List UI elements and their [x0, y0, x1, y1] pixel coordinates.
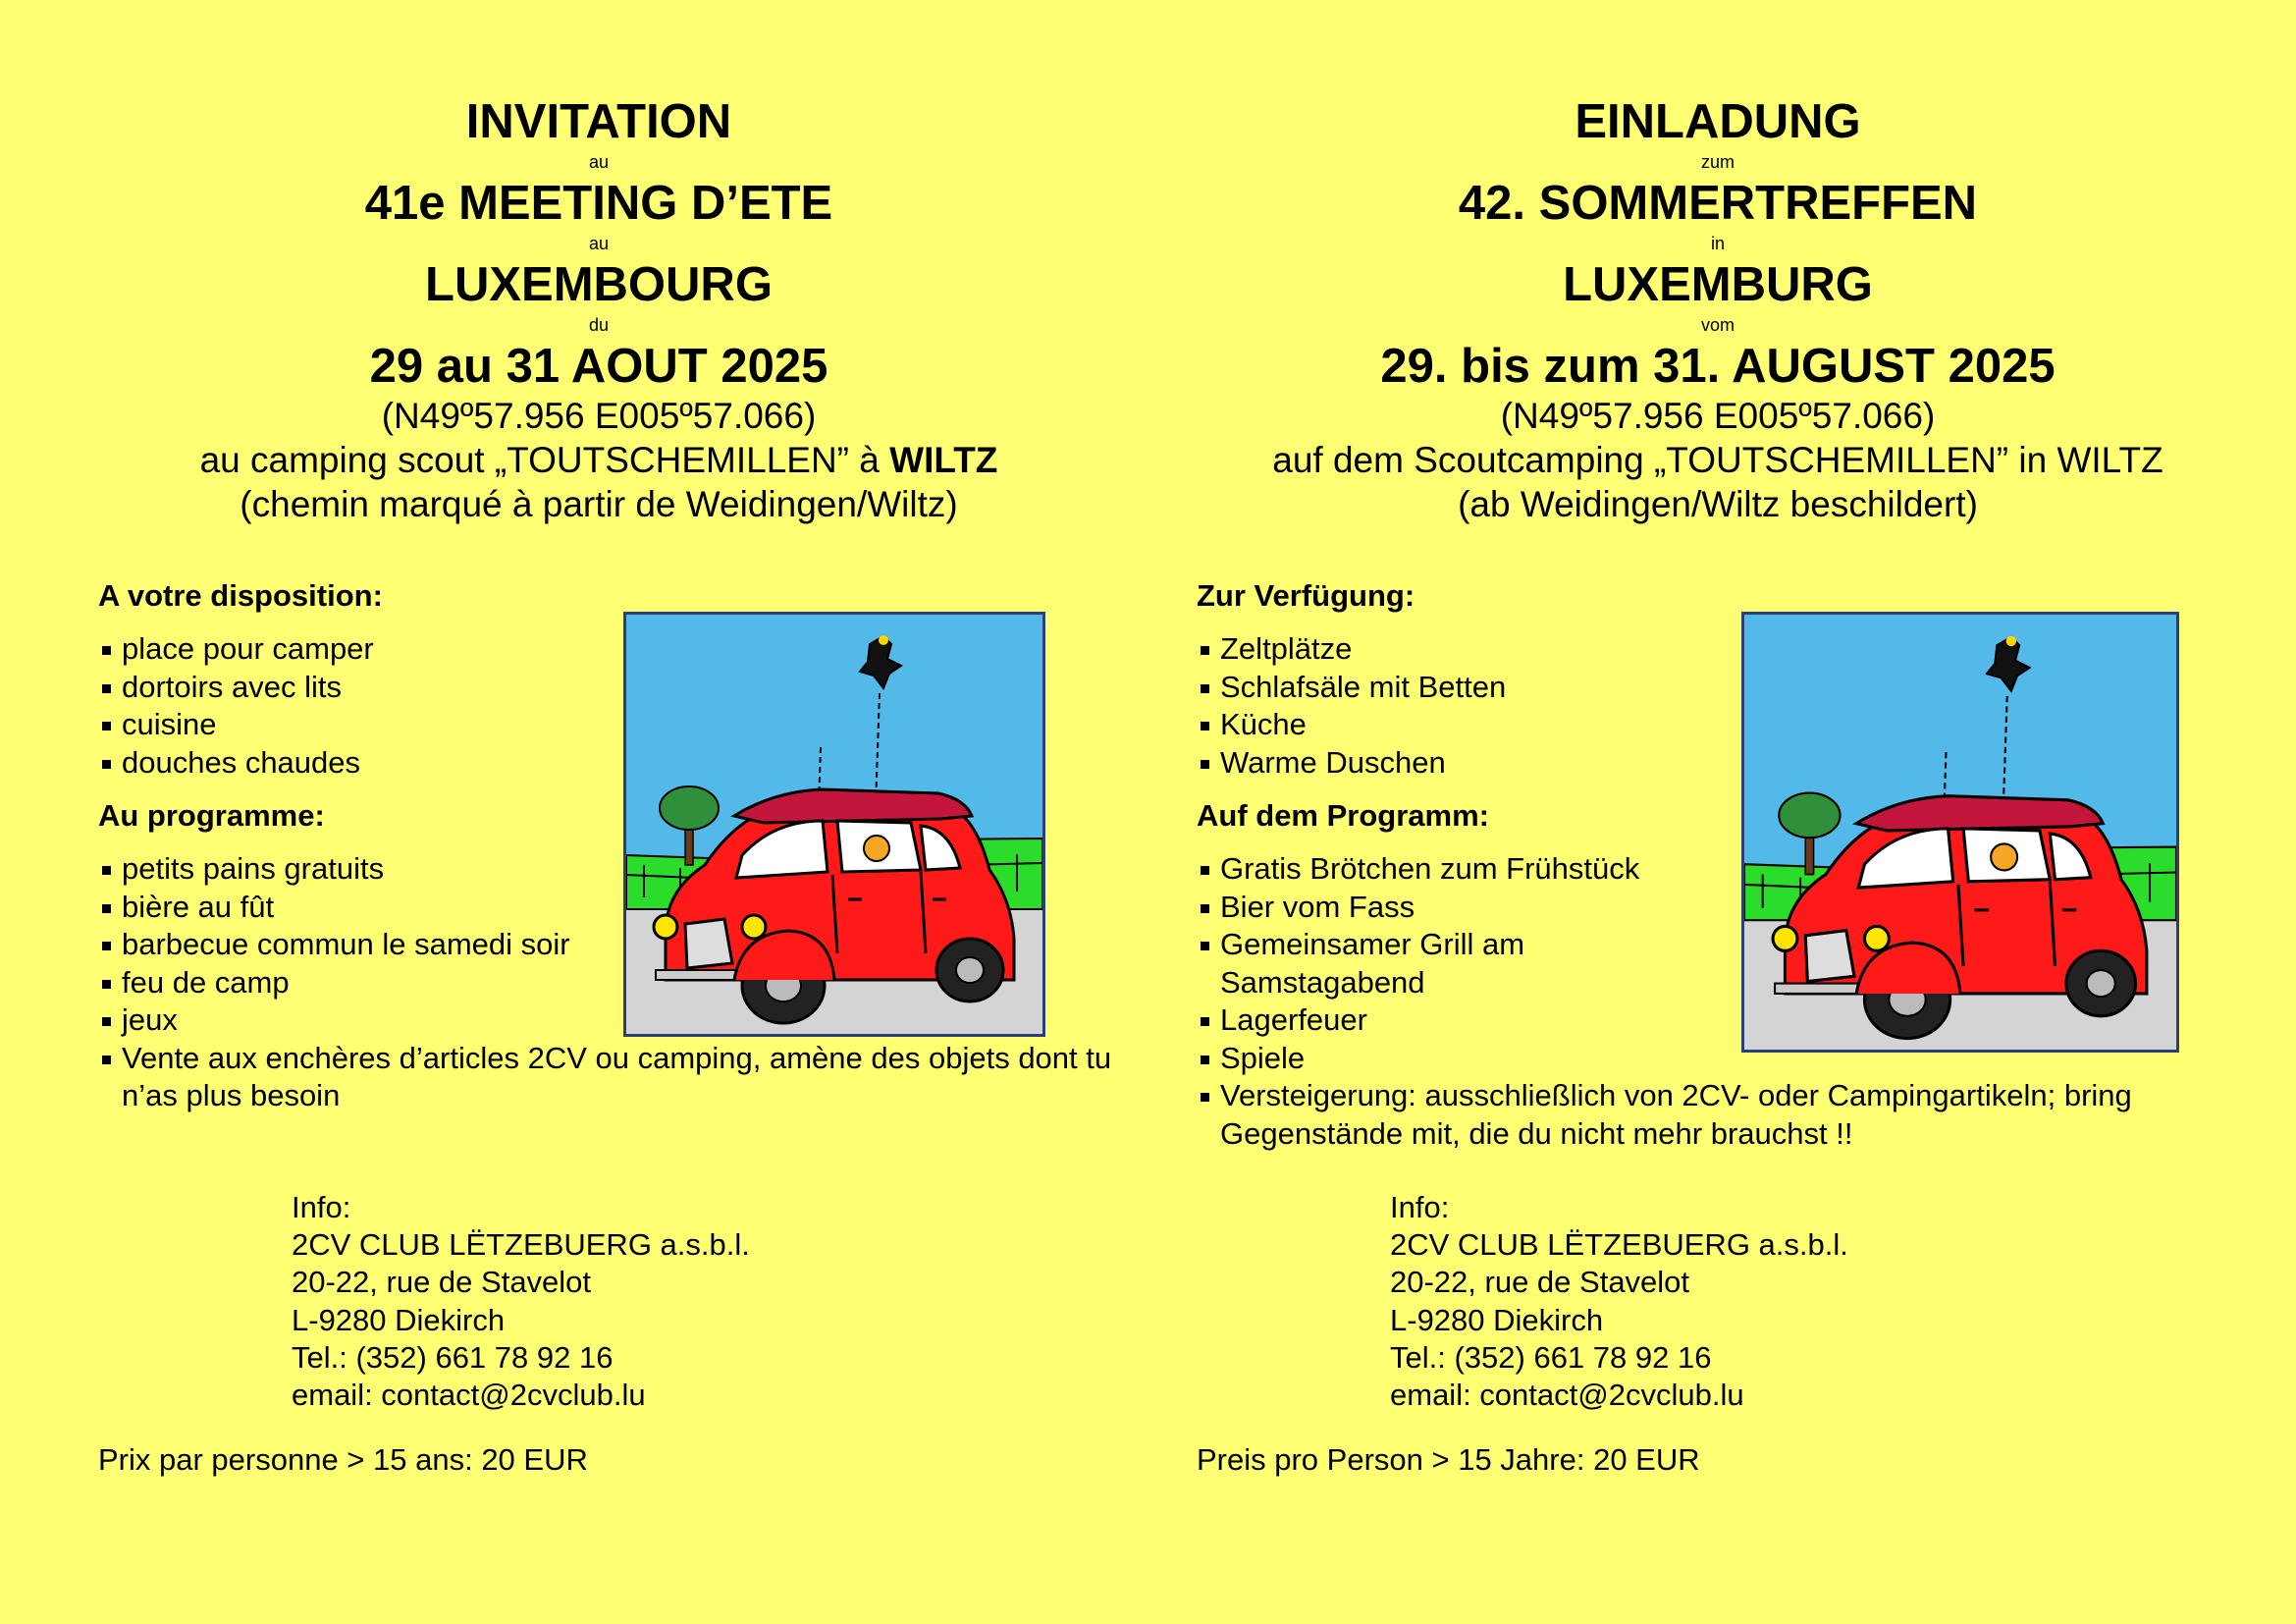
- club-name: 2CV CLUB LËTZEBUERG a.s.b.l.: [292, 1227, 750, 1263]
- venue-line: [79, 438, 1119, 482]
- invitation-title: EINLADUNG: [1575, 95, 1861, 148]
- list-item: Spiele: [1197, 1040, 1750, 1078]
- connector-word: vom: [1700, 315, 1735, 335]
- french-header: [79, 94, 1119, 526]
- street-address: 20-22, rue de Stavelot: [292, 1265, 592, 1300]
- facilities-title: Zur Verfügung:: [1197, 578, 1415, 613]
- event-name: 41e MEETING D’ETE: [364, 177, 833, 230]
- list-item: Zeltplätze: [1197, 630, 1707, 669]
- country-name: LUXEMBOURG: [425, 258, 773, 311]
- list-item: douches chaudes: [98, 744, 609, 783]
- club-name: 2CV CLUB LËTZEBUERG a.s.b.l.: [1390, 1227, 1848, 1263]
- event-name: 42. SOMMERTREFFEN: [1458, 177, 1978, 230]
- list-item: Vente aux enchères d’articles 2CV ou camping, amène des objets dont tu n’as plus besoin: [98, 1040, 1113, 1115]
- list-item: barbecue commun le samedi soir: [98, 926, 583, 964]
- email-address: email: contact@2cvclub.lu: [292, 1378, 646, 1413]
- phone-number: Tel.: (352) 661 78 92 16: [292, 1339, 614, 1375]
- route-note: (ab Weidingen/Wiltz beschildert): [1458, 484, 1978, 524]
- price-line: Prix par personne > 15 ans: 20 EUR: [98, 1442, 588, 1477]
- email-address: email: contact@2cvclub.lu: [1390, 1378, 1744, 1413]
- event-dates: 29 au 31 AOUT 2025: [369, 340, 828, 393]
- list-item: place pour camper: [98, 630, 609, 669]
- red-2cv-car-with-weathervane-icon: [1744, 615, 2176, 1050]
- connector-word: du: [588, 315, 610, 335]
- facilities-list: [98, 630, 609, 782]
- list-item: feu de camp: [98, 964, 583, 1002]
- facilities-list: [1197, 630, 1707, 782]
- connector-word: au: [588, 152, 610, 172]
- contact-info: [1390, 1189, 1848, 1414]
- connector-word: in: [1710, 234, 1725, 253]
- price-line: Preis pro Person > 15 Jahre: 20 EUR: [1197, 1442, 1700, 1477]
- info-label: Info:: [1390, 1190, 1450, 1224]
- list-item: Gemeinsamer Grill am Samstagabend: [1197, 926, 1593, 1001]
- phone-number: Tel.: (352) 661 78 92 16: [1390, 1339, 1712, 1375]
- invitation-title: INVITATION: [465, 95, 732, 148]
- street-address: 20-22, rue de Stavelot: [1390, 1265, 1690, 1300]
- list-item: bière au fût: [98, 889, 583, 927]
- list-item: jeux: [98, 1001, 583, 1040]
- route-note: (chemin marqué à partir de Weidingen/Wiltz): [240, 484, 958, 524]
- list-item: Schlafsäle mit Betten: [1197, 669, 1707, 707]
- list-item: Versteigerung: ausschließlich von 2CV- oder Campingartikeln; bring Gegenstände mit, die du nicht mehr brauchst !!: [1197, 1077, 2202, 1153]
- car-illustration: [623, 612, 1045, 1037]
- city-address: L-9280 Diekirch: [1390, 1302, 1604, 1337]
- list-item: petits pains gratuits: [98, 850, 583, 889]
- venue-town: WILTZ: [889, 440, 998, 480]
- list-item: dortoirs avec lits: [98, 669, 609, 707]
- connector-word: zum: [1700, 152, 1735, 172]
- list-item: Warme Duschen: [1197, 744, 1707, 783]
- list-item: Küche: [1197, 706, 1707, 744]
- german-header: [1198, 94, 2238, 526]
- info-label: Info:: [292, 1190, 351, 1224]
- event-dates: 29. bis zum 31. AUGUST 2025: [1380, 340, 2056, 393]
- list-item: Bier vom Fass: [1197, 889, 1750, 927]
- list-item: Gratis Brötchen zum Frühstück: [1197, 850, 1750, 889]
- venue-line: auf dem Scoutcamping „TOUTSCHEMILLEN” in WILTZ: [1272, 440, 2163, 480]
- program-title: Auf dem Programm:: [1197, 798, 1489, 833]
- connector-word: au: [588, 234, 610, 253]
- german-invitation: [1148, 0, 2296, 1624]
- car-illustration: [1741, 612, 2179, 1053]
- country-name: LUXEMBURG: [1563, 258, 1873, 311]
- list-item: cuisine: [98, 706, 609, 744]
- red-2cv-car-with-weathervane-icon: [626, 615, 1042, 1034]
- city-address: L-9280 Diekirch: [292, 1302, 506, 1337]
- gps-coordinates: (N49º57.956 E005º57.066): [1500, 396, 1936, 436]
- program-title: Au programme:: [98, 798, 325, 833]
- facilities-title: A votre disposition:: [98, 578, 383, 613]
- venue-text: au camping scout „TOUTSCHEMILLEN” à: [199, 440, 890, 480]
- list-item: Lagerfeuer: [1197, 1001, 1750, 1040]
- contact-info: [292, 1189, 750, 1414]
- gps-coordinates: (N49º57.956 E005º57.066): [381, 396, 817, 436]
